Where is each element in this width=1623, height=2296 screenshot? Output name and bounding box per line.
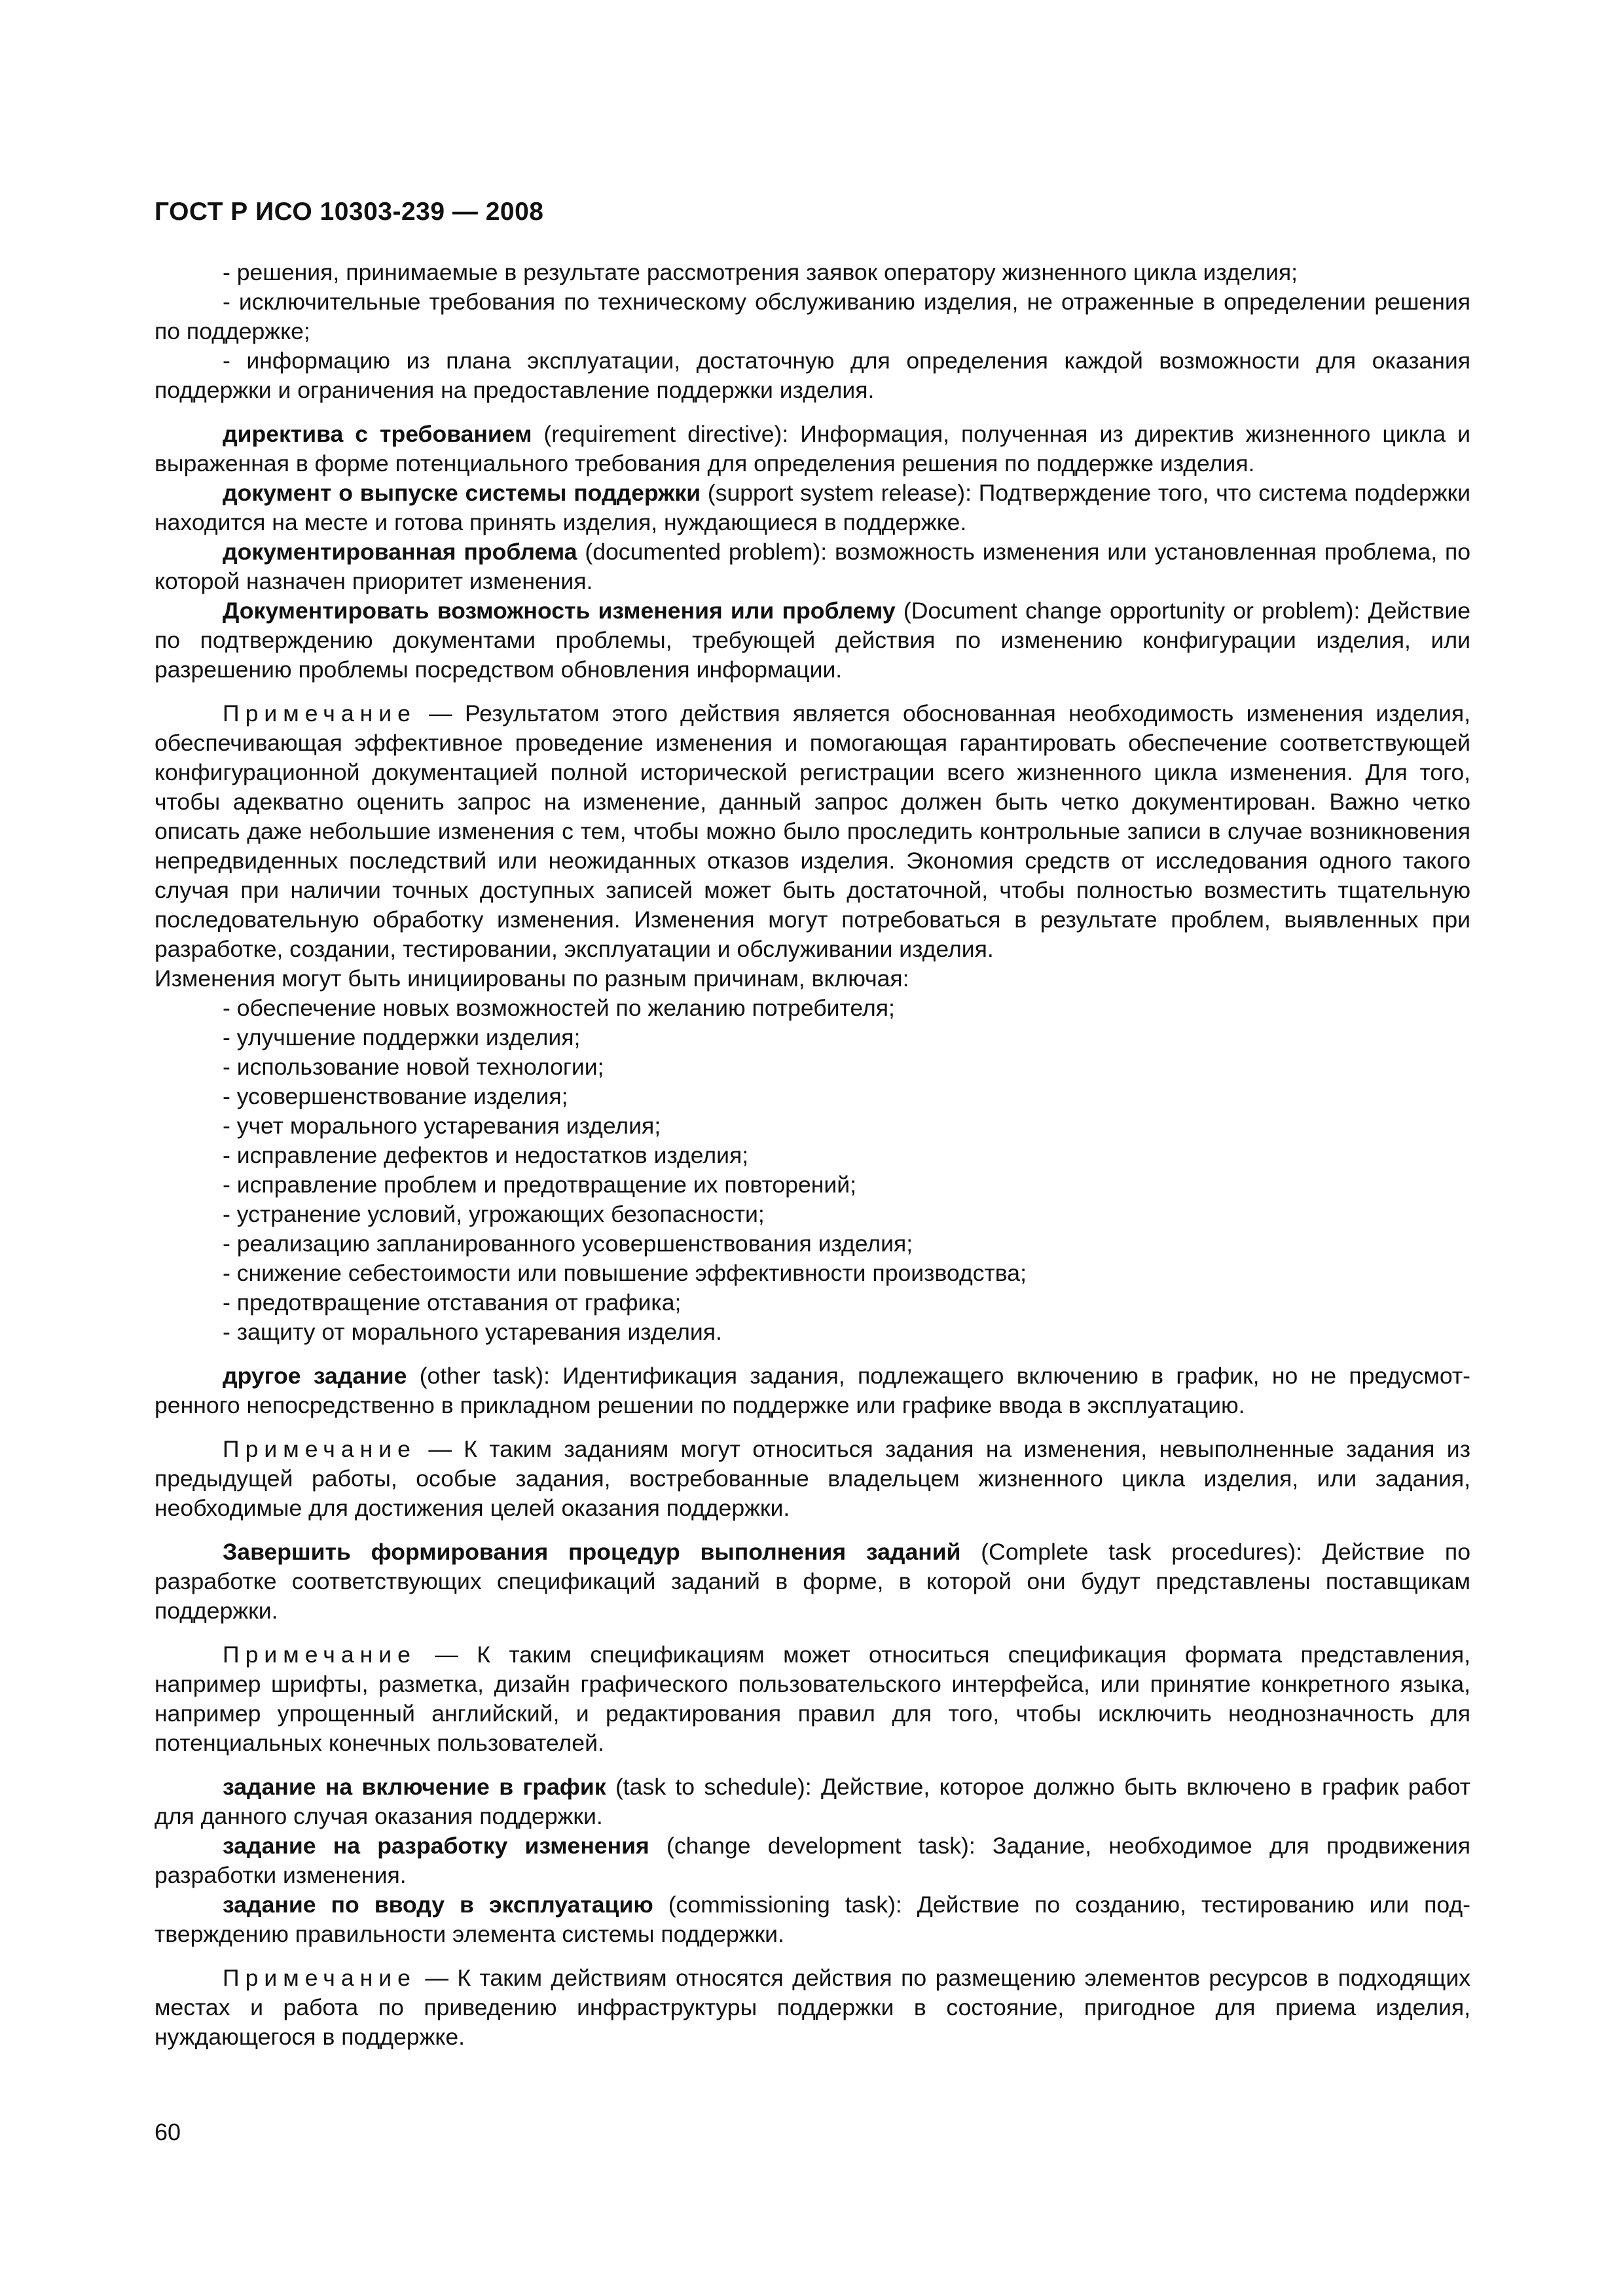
definition-text: (Document change opportunity or problem): Действие по подтверждению документами проблемы, требующей действия по изменению конфигурации изделия, или разрешению проблемы посредством обновления информации. — [155, 598, 1470, 683]
note-1 — [155, 699, 1470, 964]
list-item: - снижение себестоимости или повышение эффективности производства; — [223, 1260, 1027, 1286]
list-item: - предотвращение отставания от графика; — [223, 1289, 682, 1316]
definition-task-to-schedule — [155, 1772, 1470, 1831]
intro-item: - информацию из плана эксплуатации, достаточную для определения каждой возможности для оказания поддержки и ограничения на предоставление поддержки изделия. — [155, 348, 1470, 403]
note-label: Примечание — [223, 1641, 416, 1668]
list-item: - устранение условий, угрожающих безопасности; — [223, 1201, 765, 1227]
note-text: — К таким заданиям могут относиться задания на изменения, невыполненные задания из предыдущей работы, особые задания, востребованные владельцем жизненного цикла изделия, или задания, необходимые для достижения целей оказания поддержки. — [155, 1436, 1470, 1521]
definition-requirement-directive — [155, 420, 1470, 478]
list-item: - обеспечение новых возможностей по желанию потребителя; — [223, 995, 895, 1021]
change-reasons-list — [155, 994, 1470, 1347]
note-2 — [155, 1435, 1470, 1523]
page-number: 60 — [155, 2119, 181, 2145]
list-item: - исправление проблем и предотвращение их повторений; — [223, 1172, 857, 1198]
document-header: ГОСТ Р ИСО 10303-239 — 2008 — [155, 198, 544, 226]
term: документированная проблема — [223, 539, 577, 565]
document-page — [155, 196, 1470, 2052]
list-item: - использование новой технологии; — [223, 1054, 604, 1080]
term: другое задание — [223, 1363, 407, 1389]
term: задание на разработку изменения — [223, 1833, 649, 1859]
term: документ о выпуске системы поддержки — [223, 480, 701, 506]
note-label: Примечание — [223, 1965, 416, 1991]
term: задание на включение в график — [223, 1774, 606, 1800]
intro-item: - решения, принимаемые в результате рассмотрения заявок оператору жизненного цикла изделия; — [223, 259, 1298, 285]
definition-other-task — [155, 1361, 1470, 1420]
definition-commissioning-task — [155, 1890, 1470, 1949]
definition-support-system-release — [155, 478, 1470, 537]
list-item: - защиту от морального устаревания изделия. — [223, 1319, 722, 1345]
definition-text: (requirement directive): Информация, полученная из директив жизненного цикла и выраженная в форме потенциального требования для определения решения по поддержке изделия. — [155, 421, 1470, 476]
definition-text: (support system release): Подтверждение того, что система подdержки находится на месте и готова принять изделия, нуждающиеся в поддержке. — [155, 480, 1470, 535]
definition-complete-task-procedures — [155, 1537, 1470, 1626]
term: Завершить формирования процедур выполнения заданий — [223, 1539, 961, 1565]
list-item: - учет морального устаревания изделия; — [223, 1113, 661, 1139]
definition-text: (documented problem): возможность изменения или установленная проблема, по которой назначен приоритет изменения. — [155, 539, 1470, 594]
list-item: - реализацию запланированного усовершенствования изделия; — [223, 1230, 913, 1257]
definition-change-development-task — [155, 1831, 1470, 1890]
list-item: - усовершенствование изделия; — [223, 1083, 568, 1109]
definition-documented-problem — [155, 537, 1470, 596]
note-label: Примечание — [223, 1436, 416, 1462]
definition-text: (change development task): Задание, необходимое для продвижения разработки изменения. — [155, 1833, 1470, 1888]
list-item: - исправление дефектов и недостатков изделия; — [223, 1142, 749, 1168]
term: задание по вводу в эксплуатацию — [223, 1892, 653, 1918]
note-label: Примечание — [223, 700, 416, 726]
note-3 — [155, 1640, 1470, 1758]
note-text: — К таким действиям относятся действия по размещению элементов ресурсов в подходящих местах и работа по приведению инфраструктуры поддержки в состояние, пригодное для приема изделия, нуждающегося в поддержке. — [155, 1965, 1470, 2050]
note-4 — [155, 1964, 1470, 2052]
definition-text: (commissioning task): Действие по созданию, тестированию или подтверждению правильности элемента системы поддержки. — [155, 1892, 1470, 1947]
term: Документировать возможность изменения или проблему — [223, 598, 896, 624]
list-item: - улучшение поддержки изделия; — [223, 1024, 581, 1050]
intro-item: - исключительные требования по техническому обслуживанию изделия, не отраженные в определении решения по поддержке; — [155, 289, 1470, 344]
definition-document-change — [155, 596, 1470, 685]
term: директива с требованием — [223, 421, 532, 447]
definition-text: (other task): Идентификация задания, подлежащего включению в график, но не предусмотренного непосредственно в прикладном решении по поддержке или графике ввода в эксплуатацию. — [155, 1363, 1470, 1418]
note-text: — К таким спецификациям может относиться спецификация формата представления, например шрифты, разметка, дизайн графического пользовательского интерфейса, или принятие конкретного языка, например упрощенный английский, и редактирования правил для того, чтобы исключить неоднозначность для потенциальных конечных пользователей. — [155, 1641, 1470, 1756]
document-body — [155, 258, 1470, 2052]
note-text: — Результатом этого действия является обоснованная необходимость изменения изделия, обеспечивающая эффективное проведение изменения и помогающая гарантировать обеспечение соответствующей конфигурационной документацией полной исторической регистрации всего жизненного цикла изменения. Для того, чтобы адекватно оценить запрос на изменение, данный запрос должен быть четко документирован. Важно четко описать даже небольшие изменения с тем, чтобы можно было проследить контрольные записи в случае возникновения непредвиденных последствий или неожиданных отказов изделия. Экономия средств от исследования одного такого случая при наличии точных доступных записей может быть достаточной, чтобы полностью возместить тщательную последовательную обработку изменения. Изменения могут потребоваться в результате проблем, выявленных при разработке, создании, тестировании, эксплуатации и обслуживании изделия. — [155, 700, 1470, 962]
definition-text: (task to schedule): Действие, которое должно быть включено в график работ для данного случая оказания поддержки. — [155, 1774, 1470, 1829]
note-1-continuation: Изменения могут быть инициированы по разным причинам, включая: — [155, 965, 909, 992]
definition-text: (Complete task procedures): Действие по разработке соответствующих спецификаций заданий в форме, в которой они будут представлены поставщикам поддержки. — [155, 1539, 1470, 1624]
